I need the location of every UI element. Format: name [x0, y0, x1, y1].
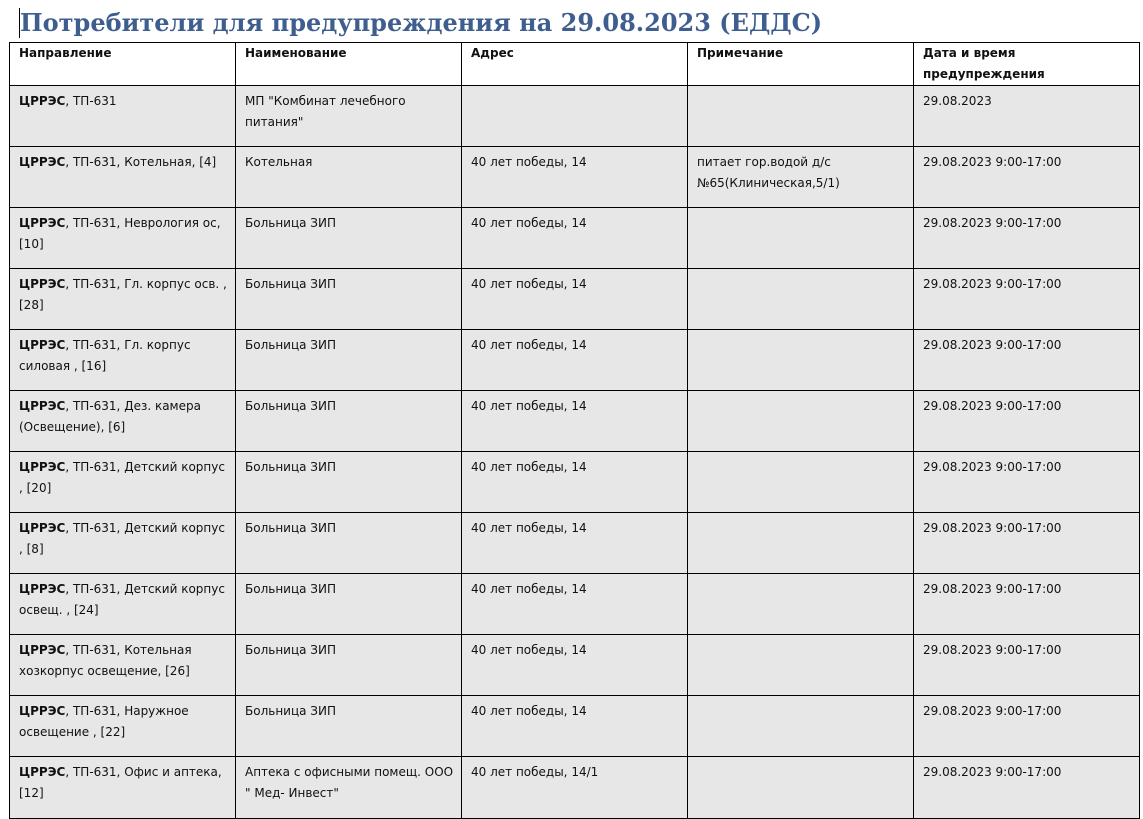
table-row: [10, 208, 1140, 269]
cell-note: [688, 391, 914, 452]
cell-note: [688, 635, 914, 696]
header-row: [10, 43, 1140, 86]
cell-datetime: 29.08.2023 9:00-17:00: [914, 391, 1140, 452]
cell-datetime: 29.08.2023 9:00-17:00: [914, 513, 1140, 574]
direction-detail: , ТП-631, Детский корпус , [20]: [19, 460, 225, 495]
cell-name: Больница ЗИП: [236, 208, 462, 269]
cell-name: Котельная: [236, 147, 462, 208]
cell-address: 40 лет победы, 14: [462, 452, 688, 513]
cell-direction: [10, 86, 236, 147]
direction-org: ЦРРЭС: [19, 643, 66, 657]
table-row: [10, 86, 1140, 147]
cell-direction: [10, 696, 236, 757]
cell-address: 40 лет победы, 14: [462, 208, 688, 269]
direction-org: ЦРРЭС: [19, 704, 66, 718]
cell-datetime: 29.08.2023: [914, 86, 1140, 147]
cell-datetime: 29.08.2023 9:00-17:00: [914, 147, 1140, 208]
cell-datetime: 29.08.2023 9:00-17:00: [914, 269, 1140, 330]
cell-address: [462, 86, 688, 147]
table-row: [10, 757, 1140, 819]
cell-datetime: 29.08.2023 9:00-17:00: [914, 574, 1140, 635]
cell-note: [688, 452, 914, 513]
cell-name: Больница ЗИП: [236, 696, 462, 757]
direction-detail: , ТП-631, Котельная, [4]: [65, 155, 217, 169]
cell-note: [688, 574, 914, 635]
cell-direction: [10, 269, 236, 330]
cell-direction: [10, 147, 236, 208]
cell-datetime: 29.08.2023 9:00-17:00: [914, 757, 1140, 819]
col-header-address: Адрес: [462, 43, 688, 86]
cell-name: Больница ЗИП: [236, 391, 462, 452]
cell-name: МП "Комбинат лечебного питания": [236, 86, 462, 147]
col-header-note: Примечание: [688, 43, 914, 86]
direction-detail: , ТП-631, Котельная хозкорпус освещение, [26]: [19, 643, 192, 678]
direction-detail: , ТП-631, Дез. камера (Освещение), [6]: [19, 399, 201, 434]
cell-datetime: 29.08.2023 9:00-17:00: [914, 635, 1140, 696]
direction-detail: , ТП-631, Наружное освещение , [22]: [19, 704, 189, 739]
direction-detail: , ТП-631, Детский корпус освещ. , [24]: [19, 582, 225, 617]
cell-note: [688, 86, 914, 147]
col-header-direction: Направление: [10, 43, 236, 86]
direction-org: ЦРРЭС: [19, 277, 66, 291]
cell-name: Больница ЗИП: [236, 513, 462, 574]
cell-direction: [10, 452, 236, 513]
cell-note: [688, 330, 914, 391]
direction-detail: , ТП-631, Гл. корпус силовая , [16]: [19, 338, 191, 373]
direction-detail: , ТП-631, Офис и аптека, [12]: [19, 765, 222, 800]
table-row: [10, 452, 1140, 513]
cell-note: [688, 696, 914, 757]
table-row: [10, 330, 1140, 391]
cell-name: Больница ЗИП: [236, 452, 462, 513]
direction-org: ЦРРЭС: [19, 521, 66, 535]
cell-direction: [10, 330, 236, 391]
direction-org: ЦРРЭС: [19, 155, 66, 169]
direction-org: ЦРРЭС: [19, 765, 66, 779]
table-row: [10, 513, 1140, 574]
cell-direction: [10, 208, 236, 269]
warning-table: [9, 42, 1140, 819]
direction-org: ЦРРЭС: [19, 399, 66, 413]
direction-org: ЦРРЭС: [19, 338, 66, 352]
cell-name: Больница ЗИП: [236, 574, 462, 635]
cell-direction: [10, 574, 236, 635]
cell-direction: [10, 757, 236, 819]
table-body: [10, 86, 1140, 819]
direction-org: ЦРРЭС: [19, 216, 66, 230]
direction-org: ЦРРЭС: [19, 460, 66, 474]
cell-address: 40 лет победы, 14: [462, 147, 688, 208]
cell-name: Аптека с офисными помещ. ООО " Мед- Инвест": [236, 757, 462, 819]
cell-name: Больница ЗИП: [236, 635, 462, 696]
direction-detail: , ТП-631: [65, 94, 117, 108]
cell-datetime: 29.08.2023 9:00-17:00: [914, 452, 1140, 513]
cell-address: 40 лет победы, 14: [462, 330, 688, 391]
table-row: [10, 147, 1140, 208]
col-header-datetime: Дата и время предупреждения: [914, 43, 1140, 86]
cell-direction: [10, 513, 236, 574]
page-title: Потребители для предупреждения на 29.08.2023 (ЕДДС): [20, 8, 823, 37]
direction-org: ЦРРЭС: [19, 94, 66, 108]
cell-address: 40 лет победы, 14: [462, 574, 688, 635]
cell-note: [688, 757, 914, 819]
cell-address: 40 лет победы, 14/1: [462, 757, 688, 819]
table-row: [10, 635, 1140, 696]
table-row: [10, 574, 1140, 635]
cell-datetime: 29.08.2023 9:00-17:00: [914, 208, 1140, 269]
cell-note: [688, 208, 914, 269]
cell-address: 40 лет победы, 14: [462, 513, 688, 574]
direction-detail: , ТП-631, Гл. корпус осв. , [28]: [19, 277, 227, 312]
cell-note: [688, 513, 914, 574]
cell-name: Больница ЗИП: [236, 269, 462, 330]
cell-note: [688, 269, 914, 330]
table-row: [10, 269, 1140, 330]
cell-address: 40 лет победы, 14: [462, 269, 688, 330]
cell-direction: [10, 635, 236, 696]
cell-datetime: 29.08.2023 9:00-17:00: [914, 330, 1140, 391]
direction-detail: , ТП-631, Неврология ос, [10]: [19, 216, 221, 251]
cell-direction: [10, 391, 236, 452]
cell-address: 40 лет победы, 14: [462, 696, 688, 757]
cell-note: питает гор.водой д/с №65(Клиническая,5/1): [688, 147, 914, 208]
cell-name: Больница ЗИП: [236, 330, 462, 391]
cell-address: 40 лет победы, 14: [462, 391, 688, 452]
direction-org: ЦРРЭС: [19, 582, 66, 596]
cell-address: 40 лет победы, 14: [462, 635, 688, 696]
table-row: [10, 696, 1140, 757]
direction-detail: , ТП-631, Детский корпус , [8]: [19, 521, 225, 556]
table-row: [10, 391, 1140, 452]
cell-datetime: 29.08.2023 9:00-17:00: [914, 696, 1140, 757]
col-header-name: Наименование: [236, 43, 462, 86]
